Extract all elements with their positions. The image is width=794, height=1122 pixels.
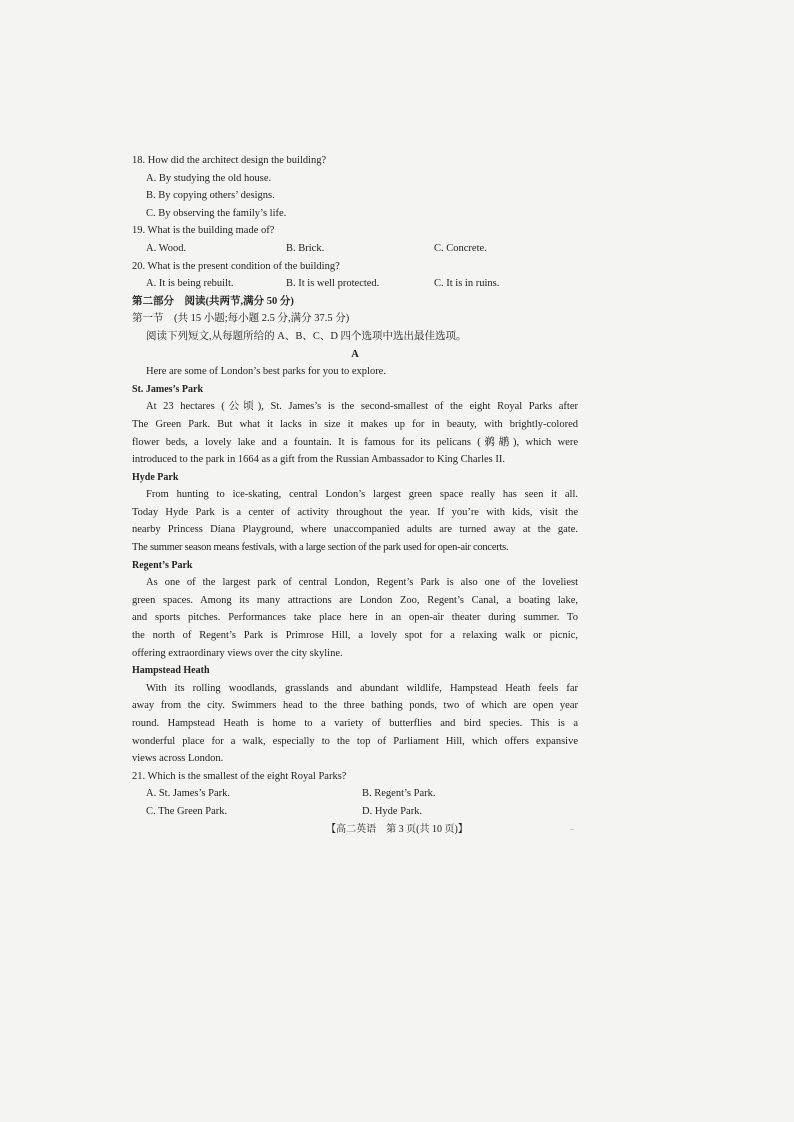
q19-option-b: B. Brick. — [286, 242, 325, 254]
park-text-regents: As one of the largest park of central London, Regent’s Park is also one of the loveliest green spaces. Among its many attractions are London Zoo, Regent’s Canal, a boating lake, and sports pitches. Performances take place here in an open-air theater during summer. To the north of Regent’s Park is Primrose Hill, a lovely spot for a relaxing walk or picnic, offering extraordinary views over the city skyline. — [132, 577, 578, 659]
q18-option-a: A. By studying the old house. — [146, 172, 272, 184]
q19-option-c: C. Concrete. — [434, 242, 487, 254]
part2-title: 第二部分 阅读(共两节,满分 50 分) — [132, 295, 294, 307]
q21-options-row2 — [132, 803, 578, 821]
q18-option-c: C. By observing the family’s life. — [146, 207, 287, 219]
park-heading-st-james: St. James’s Park — [132, 383, 204, 395]
q19-option-a: A. Wood. — [146, 242, 187, 254]
q21-stem: 21. Which is the smallest of the eight Royal Parks? — [132, 770, 347, 782]
q20-option-a: A. It is being rebuilt. — [146, 278, 234, 290]
park-heading-regents: Regent’s Park — [132, 559, 193, 571]
q20-option-b: B. It is well protected. — [286, 278, 380, 290]
q19-stem: 19. What is the building made of? — [132, 225, 275, 237]
q19-options — [132, 240, 578, 258]
passage-intro: Here are some of London’s best parks for you to explore. — [146, 366, 386, 378]
q20-options — [132, 275, 578, 293]
q21-option-d: D. Hyde Park. — [362, 805, 423, 817]
park-text-st-james: At 23 hectares (公顷), St. James’s is the second-smallest of the eight Royal Parks after The Green Park. But what it lacks in size it makes up for in beauty, with brightly-colored flower beds, a lovely lake and a fountain. It is famous for its pelicans (鹈鹕), which were introduced to the park in 1664 as a gift from the Russian Ambassador to King Charles II. — [132, 401, 578, 466]
page-content — [132, 152, 578, 821]
corner-mark: – — [570, 824, 574, 833]
park-heading-hyde: Hyde Park — [132, 471, 179, 483]
page-footer: 【高二英语 第 3 页(共 10 页)】 — [326, 824, 468, 835]
section1-title: 第一节 (共 15 小题;每小题 2.5 分,满分 37.5 分) — [132, 313, 350, 325]
q18-option-b: B. By copying others’ designs. — [146, 190, 275, 202]
q21-option-c: C. The Green Park. — [146, 805, 228, 817]
q20-option-c: C. It is in ruins. — [434, 278, 500, 290]
q20-stem: 20. What is the present condition of the building? — [132, 260, 340, 272]
park-text-hyde: From hunting to ice-skating, central London’s largest green space really has seen it all. Today Hyde Park is a center of activity throughout the year. If you’re with kids, visit the nearby Princess Diana Playground, where unaccompanied adults are turned away at the gate. The summer season means festivals, with a large section of the park used for open-air concerts. — [132, 489, 578, 554]
reading-instruction: 阅读下列短文,从每题所给的 A、B、C、D 四个选项中选出最佳选项。 — [146, 330, 467, 342]
park-text-hampstead: With its rolling woodlands, grasslands and abundant wildlife, Hampstead Heath feels far away from the city. Swimmers head to the three bathing ponds, two of which are open year round. Hampstead Heath is home to a variety of butterflies and bird species. This is a wonderful place for a walk, especially to the top of Parliament Hill, which offers expansive views across London. — [132, 682, 578, 765]
q21-option-a: A. St. James’s Park. — [146, 788, 230, 800]
passage-label: A — [351, 348, 359, 360]
park-heading-hampstead: Hampstead Heath — [132, 665, 210, 677]
q21-option-b: B. Regent’s Park. — [362, 788, 436, 800]
q21-options-row1 — [132, 785, 578, 803]
q18-stem: 18. How did the architect design the building? — [132, 155, 327, 166]
